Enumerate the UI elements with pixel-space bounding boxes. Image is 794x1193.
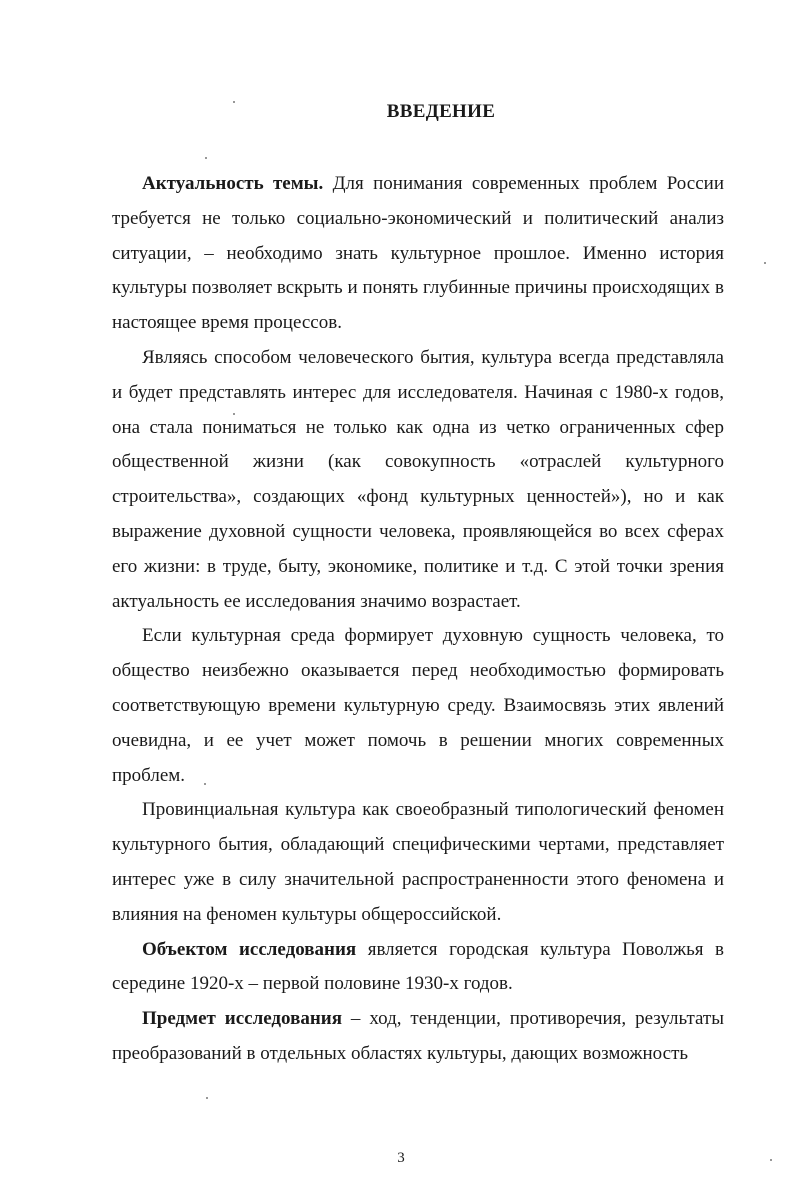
scan-speck <box>764 262 766 264</box>
paragraph-text: является городская культура Поволжья в середине 1920-х – первой половине 1930-х годов. <box>112 938 724 995</box>
paragraph-research-object <box>112 933 724 1003</box>
paragraph-lead: Объектом исследования <box>142 938 357 960</box>
page-number: 3 <box>397 1150 405 1166</box>
paragraph-lead: Предмет исследования <box>142 1008 342 1030</box>
scan-speck <box>206 1097 208 1099</box>
paragraph-relevance <box>112 167 724 341</box>
scan-speck <box>204 783 206 785</box>
paragraph-text: Являясь способом человеческого бытия, культура всегда представляла и будет представлять интерес для исследователя. Начиная с 1980-х годов, она стала пониматься не только как одна из четко ограниченных сфер общественной жизни (как совокупность «отраслей культурного строительства», создающих «фонд культурных ценностей»), но и как выражение духовной сущности человека, проявляющейся во всех сферах его жизни: в труде, быту, экономике, политике и т.д. С этой точки зрения актуальность ее исследования значимо возрастает. <box>112 346 724 612</box>
paragraph-cultural-environment <box>112 619 724 793</box>
scan-speck <box>233 413 235 415</box>
paragraph-culture-being <box>112 341 724 619</box>
paragraph-research-subject <box>112 1002 724 1072</box>
scan-speck <box>205 157 207 159</box>
paragraph-text: – ход, тенденции, противоречия, результаты преобразований в отдельных областях культуры, дающих возможность <box>112 1008 724 1064</box>
paragraph-text: Провинциальная культура как своеобразный типологический феномен культурного бытия, обладающий специфическими чертами, представляет интерес уже в силу значительной распространенности этого феномена и влияния на феномен культуры общероссийской. <box>112 799 724 925</box>
body-text <box>112 167 724 1072</box>
page-title: ВВЕДЕНИЕ <box>386 101 496 122</box>
scan-speck <box>770 1159 772 1161</box>
paragraph-provincial-culture <box>112 793 724 932</box>
scan-speck <box>233 101 235 103</box>
paragraph-text: Если культурная среда формирует духовную сущность человека, то общество неизбежно оказывается перед необходимостью формировать соответствующую времени культурную среду. Взаимосвязь этих явлений очевидна, и ее учет может помочь в решении многих современных проблем. <box>112 625 724 786</box>
paragraph-lead: Актуальность темы. <box>142 173 324 194</box>
paragraph-text: Для понимания современных проблем России требуется не только социально-экономический и политический анализ ситуации, – необходимо знать культурное прошлое. Именно история культуры позволяет вскрыть и понять глубинные причины происходящих в настоящее время процессов. <box>112 173 724 334</box>
